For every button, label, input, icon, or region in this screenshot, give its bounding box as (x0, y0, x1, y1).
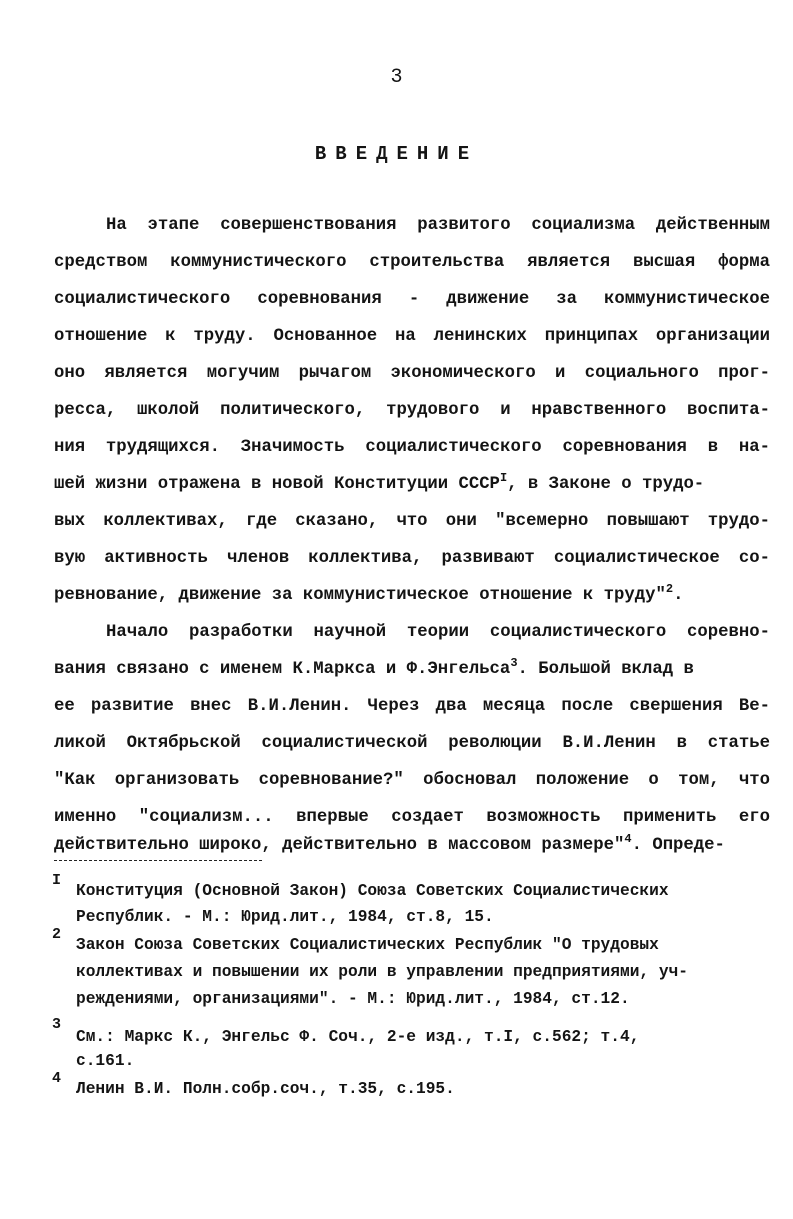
footnote-line: Закон Союза Советских Социалистических Республик "О трудовых (76, 936, 659, 954)
footnote-mark: 2 (52, 926, 62, 943)
body-line-text: . (673, 586, 684, 605)
body-line: Начало разработки научной теории социалистического соревно- (106, 623, 770, 642)
section-title: ВВЕДЕНИЕ (314, 143, 479, 165)
body-line (54, 582, 770, 607)
page-number: 3 (390, 66, 403, 89)
body-line: оно является могучим рычагом экономического и социального прог- (54, 364, 770, 383)
body-line-text: , в Законе о трудо- (507, 475, 705, 494)
body-line: ресса, школой политического, трудового и нравственного воспита- (54, 401, 770, 420)
body-line-text: действительно широко, действительно в массовом размере" (54, 836, 625, 855)
body-line: ликой Октябрьской социалистической революции В.И.Ленин в статье (54, 734, 770, 753)
body-line: именно "социализм... впервые создает возможность применить его (54, 808, 770, 827)
body-line-text: шей жизни отражена в новой Конституции СССР (54, 475, 500, 494)
footnote-line: коллективах и повышении их роли в управлении предприятиями, уч- (76, 963, 688, 981)
footnote-ref: 4 (624, 832, 632, 846)
footnote-mark: 3 (52, 1016, 62, 1033)
footnote-line: См.: Маркс К., Энгельс Ф. Соч., 2-е изд., т.I, с.562; т.4, (76, 1028, 640, 1046)
footnote-divider (54, 860, 262, 861)
footnote-line: Республик. - М.: Юрид.лит., 1984, ст.8, 15. (76, 908, 494, 926)
body-line: отношение к труду. Основанное на ленинских принципах организации (54, 327, 770, 346)
body-line: ния трудящихся. Значимость социалистического соревнования в на- (54, 438, 770, 457)
body-line (54, 656, 770, 681)
footnote-ref: I (499, 471, 508, 485)
body-line: вую активность членов коллектива, развивают социалистическое со- (54, 549, 770, 568)
body-line: "Как организовать соревнование?" обосновал положение о том, что (54, 771, 770, 790)
body-line: средством коммунистического строительства является высшая форма (54, 253, 770, 272)
body-line: ее развитие внес В.И.Ленин. Через два месяца после свершения Ве- (54, 697, 770, 716)
body-line: На этапе совершенствования развитого социализма действенным (106, 216, 770, 235)
footnote-mark: 4 (52, 1070, 62, 1087)
body-line-text: ревнование, движение за коммунистическое отношение к труду" (54, 586, 666, 605)
body-line: социалистического соревнования - движение за коммунистическое (54, 290, 770, 309)
body-line (54, 471, 770, 496)
body-line (54, 832, 770, 857)
footnote-ref: 2 (665, 582, 674, 596)
footnote-line: реждениями, организациями". - М.: Юрид.лит., 1984, ст.12. (76, 990, 630, 1008)
footnote-line: Конституция (Основной Закон) Союза Советских Социалистических (76, 882, 669, 900)
body-line-text: . Большой вклад в (517, 660, 694, 679)
body-line-text: . Опреде- (631, 836, 725, 855)
body-line-text: вания связано с именем К.Маркса и Ф.Энгельса (54, 660, 511, 679)
footnote-mark: I (52, 872, 62, 889)
footnote-line: с.161. (76, 1052, 135, 1070)
footnote-ref: 3 (510, 656, 518, 670)
footnote-line: Ленин В.И. Полн.собр.соч., т.35, с.195. (76, 1080, 455, 1098)
body-line: вых коллективах, где сказано, что они "всемерно повышают трудо- (54, 512, 770, 531)
